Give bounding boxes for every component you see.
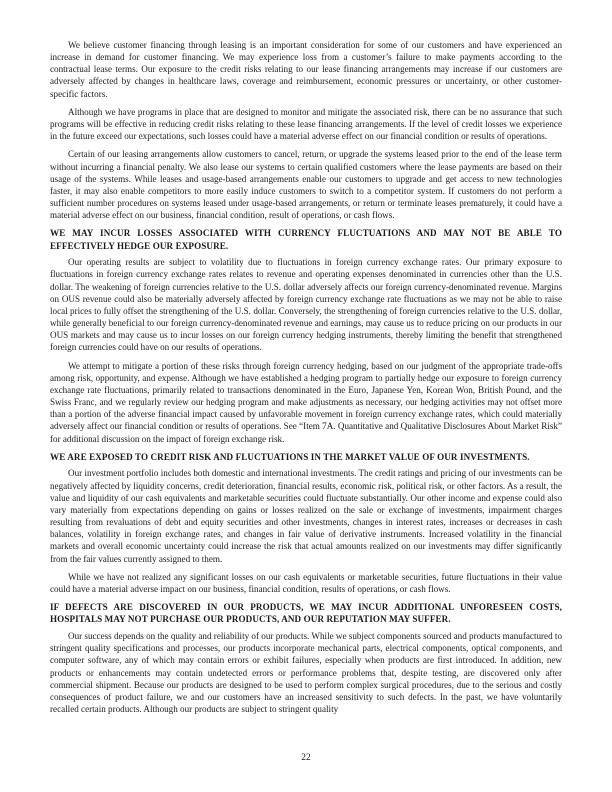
heading-product-defects: IF DEFECTS ARE DISCOVERED IN OUR PRODUCTS, WE MAY INCUR ADDITIONAL UNFORESEEN COSTS, HOSPITALS MAY NOT PURCHASE OUR PRODUCTS, AND OUR REPUTATION MAY SUFFER.	[50, 602, 562, 625]
document-body	[50, 39, 562, 721]
paragraph-credit-risk-programs: Although we have programs in place that are designed to monitor and mitigate the associated risk, there can be no assurance that such programs will be effective in reducing credit risks relating to these lease financing arrangements. If the level of credit losses we experience in the future exceed our expectations, such losses could have a material adverse effect on our financial condition or results of operations.	[50, 106, 562, 142]
paragraph-lease-financing: We believe customer financing through leasing is an important consideration for some of our customers and have experienced an increase in demand for customer financing. We may experience loss from a customer’s failure to make payments according to the contractual lease terms. Our exposure to the credit risks relating to our lease financing arrangements may increase if our customers are adversely affected by changes in healthcare laws, coverage and reimbursement, economic pressures or uncertainty, or other customer-specific factors.	[50, 40, 562, 99]
paragraph-leasing-arrangements: Certain of our leasing arrangements allow customers to cancel, return, or upgrade the systems leased prior to the end of the lease term without incurring a financial penalty. We also lease our systems to certain qualified customers where the lease payments are based on their usage of the systems. While leases and usage-based arrangements enable our customers to upgrade and get access to new technologies faster, it may also enable competitors to more easily induce customers to switch to a competitor system. If customers do not perform a sufficient number procedures on systems leased under usage-based arrangements, or return or terminate leases prematurely, it could have a material adverse effect on our business, financial condition, result of operations, or cash flows.	[50, 149, 562, 221]
paragraph-currency-hedging: We attempt to mitigate a portion of these risks through foreign currency hedging, based on our judgment of the appropriate trade-offs among risk, opportunity, and expense. Although we have established a hedging program to partially hedge our exposure to foreign currency exchange rate fluctuations, primarily related to transactions denominated in the Euro, Japanese Yen, Korean Won, British Pound, and the Swiss Franc, and we regularly review our hedging program and make adjustments as necessary, our hedging activities may not offset more than a portion of the adverse financial impact caused by unfavorable movement in foreign currency exchange rates, which could materially adversely affect our financial condition or results of operations. See “Item 7A. Quantitative and Qualitative Disclosures About Market Risk” for additional discussion on the impact of foreign exchange risk.	[50, 360, 562, 444]
paragraph-operating-results-volatility: Our operating results are subject to volatility due to fluctuations in foreign currency exchange rates. Our primary exposure to fluctuations in foreign currency exchange rates relates to revenue and operating expenses denominated in currencies other than the U.S. dollar. The weakening of foreign currencies relative to the U.S. dollar adversely affects our foreign currency-denominated revenue. Margins on OUS revenue could also be materially adversely affected by foreign currency exchange rate fluctuations as we may not be able to raise local prices to fully offset the strengthening of the U.S. dollar. Conversely, the strengthening of foreign currencies relative to the U.S. dollar, while generally beneficial to our foreign currency-denominated revenue and earnings, may cause us to reduce pricing on our products in our OUS markets and may cause us to incur losses on our foreign currency hedging instruments, thereby limiting the benefit that strengthened foreign currencies could have on our results of operations.	[50, 257, 562, 353]
paragraph-no-significant-losses: While we have not realized any significant losses on our cash equivalents or marketable securities, future fluctuations in their value could have a material adverse impact on our business, financial condition, results of operations, or cash flows.	[50, 571, 562, 594]
heading-currency-fluctuations: WE MAY INCUR LOSSES ASSOCIATED WITH CURRENCY FLUCTUATIONS AND MAY NOT BE ABLE TO EFFECTIVELY HEDGE OUR EXPOSURE.	[50, 228, 562, 251]
paragraph-investment-portfolio: Our investment portfolio includes both domestic and international investments. The credit ratings and pricing of our investments can be negatively affected by liquidity concerns, credit deterioration, financial results, economic risk, political risk, or other factors. As a result, the value and liquidity of our cash equivalents and marketable securities could fluctuate substantially. Our other income and expense could also vary materially from expectations depending on gains or losses realized on the sale or exchange of investments, impairment charges resulting from revaluations of debt and equity securities and other investments, changes in interest rates, increases or decreases in cash balances, volatility in foreign exchange rates, and changes in fair value of derivative instruments. Increased volatility in the financial markets and overall economic uncertainty could increase the risk that actual amounts realized on our investments may differ significantly from the fair values currently assigned to them.	[50, 468, 562, 564]
heading-credit-risk-investments: WE ARE EXPOSED TO CREDIT RISK AND FLUCTUATIONS IN THE MARKET VALUE OF OUR INVESTMENTS.	[50, 451, 530, 462]
paragraph-product-quality: Our success depends on the quality and reliability of our products. While we subject components sourced and products manufactured to stringent quality specifications and processes, our products incorporate mechanical parts, electrical components, optical components, and computer software, any of which may contain errors or exhibit failures, especially when products are first introduced. In addition, new products or enhancements may contain undetected errors or performance problems that, despite testing, are discovered only after commercial shipment. Because our products are designed to be used to perform complex surgical procedures, due to the serious and costly consequences of product failure, we and our customers have an increased sensitivity to such defects. In the past, we have voluntarily recalled certain products. Although our products are subject to stringent quality	[50, 631, 562, 714]
page-number: 22	[301, 753, 311, 763]
